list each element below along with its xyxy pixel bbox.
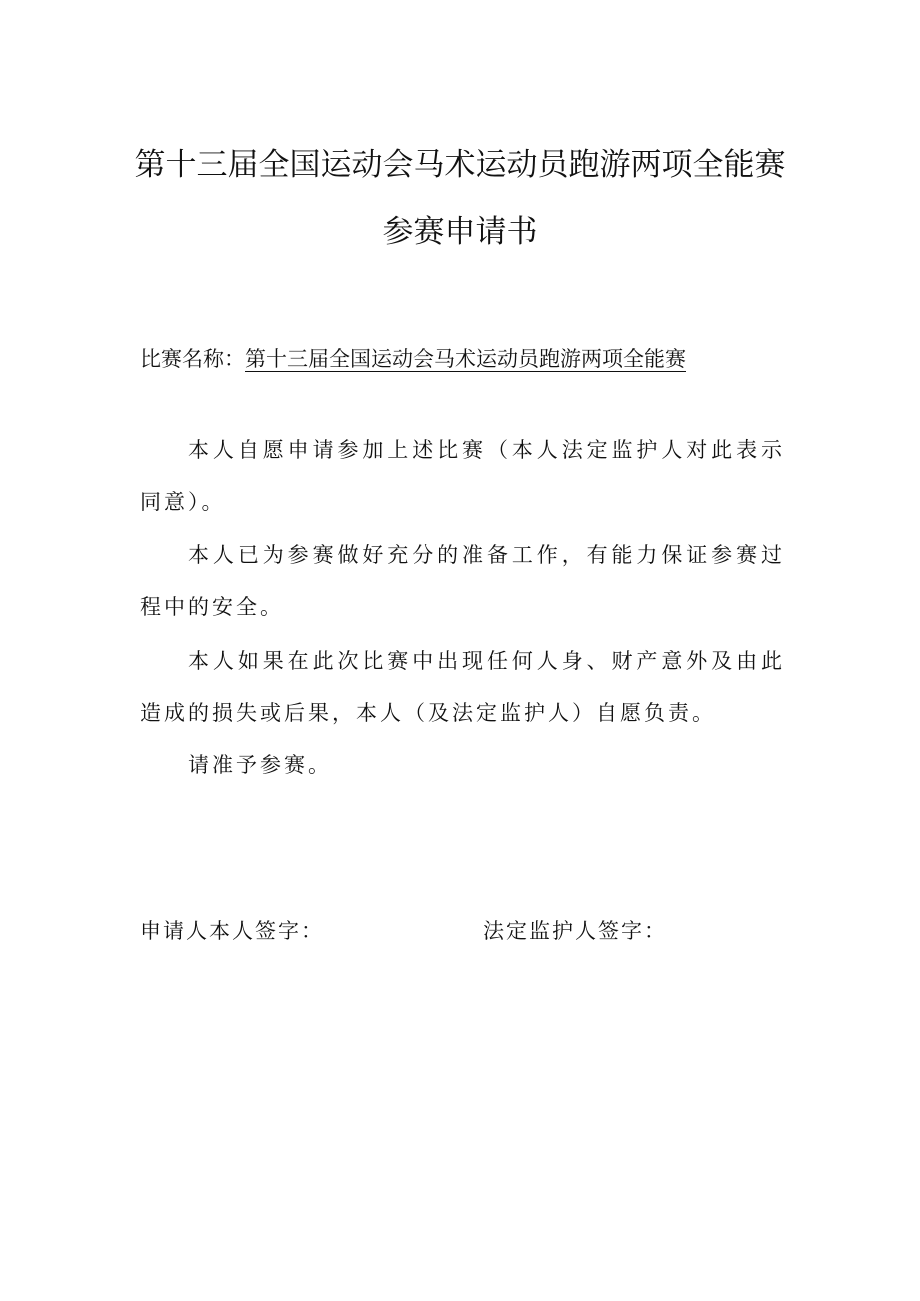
paragraph-request: 请准予参赛。 — [188, 753, 332, 777]
document-subtitle: 参赛申请书 — [382, 214, 538, 250]
document-title: 第十三届全国运动会马术运动员跑游两项全能赛 — [134, 147, 786, 183]
paragraph-preparation: 本人已为参赛做好充分的准备工作，有能力保证参赛过程中的安全。 — [140, 543, 785, 619]
applicant-signature-label: 申请人本人签字： — [140, 919, 324, 943]
guardian-signature-label: 法定监护人签字： — [483, 919, 667, 943]
contest-name-label: 比赛名称： — [140, 347, 245, 371]
contest-name-value: 第十三届全国运动会马术运动员跑游两项全能赛 — [245, 347, 686, 371]
contest-name-row — [140, 345, 790, 373]
paragraph-voluntary-application: 本人自愿申请参加上述比赛（本人法定监护人对此表示同意）。 — [140, 438, 785, 514]
paragraph-liability: 本人如果在此次比赛中出现任何人身、财产意外及由此造成的损失或后果，本人（及法定监护人）自愿负责。 — [140, 649, 785, 725]
